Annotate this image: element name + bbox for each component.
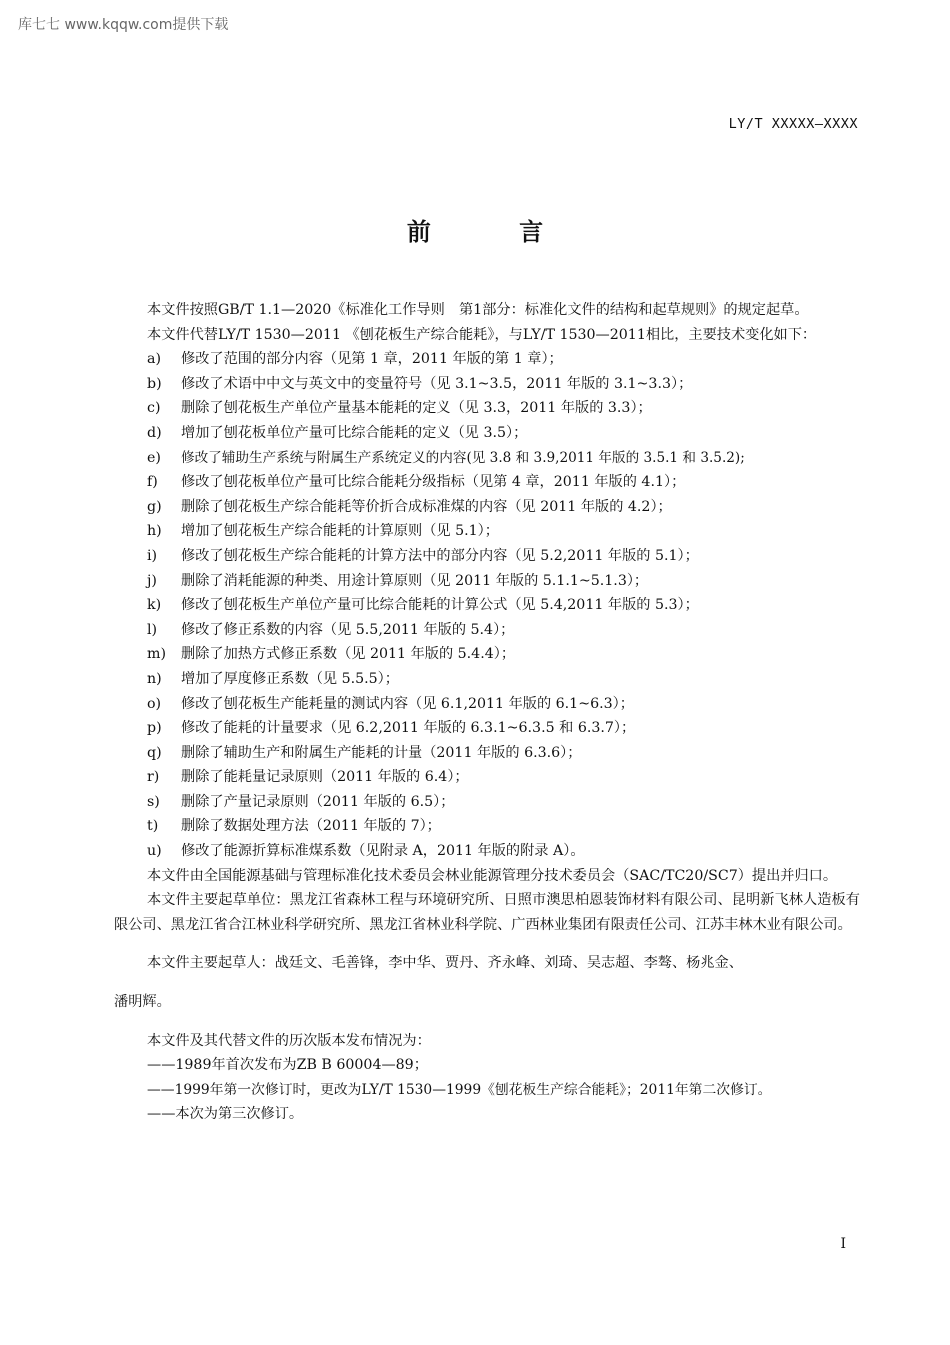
history-item: ——1989年首次发布为ZB B 60004—89；	[147, 1057, 428, 1074]
list-item	[114, 421, 860, 446]
list-marker: f)	[147, 474, 158, 491]
changes-list	[114, 347, 860, 863]
list-item	[114, 618, 860, 643]
paragraph-replacement: 本文件代替LY/T 1530—2011 《刨花板生产综合能耗》，与LY/T 1530—2011相比，主要技术变化如下：	[147, 326, 817, 343]
list-text: 删除了消耗能源的种类、用途计算原则（见 2011 年版的 5.1.1~5.1.3）；	[181, 572, 649, 589]
paragraph-responsible-committee: 本文件由全国能源基础与管理标准化技术委员会林业能源管理分技术委员会（SAC/TC20/SC7）提出并归口。	[147, 867, 838, 884]
list-marker: r)	[147, 769, 160, 786]
list-marker: k)	[147, 597, 162, 614]
list-item	[114, 765, 860, 790]
list-item	[114, 446, 860, 471]
list-text: 修改了刨花板生产能耗量的测试内容（见 6.1,2011 年版的 6.1~6.3）；	[181, 695, 634, 712]
list-marker: j)	[147, 572, 157, 589]
list-text: 修改了修正系数的内容（见 5.5,2011 年版的 5.4）；	[181, 621, 515, 638]
list-marker: u)	[147, 843, 162, 860]
paragraph-drafters: 本文件主要起草人：战廷文、毛善锋，李中华、贾丹、齐永峰、刘琦、吴志超、李骜、杨兆金、	[147, 955, 743, 972]
list-text: 增加了刨花板单位产量可比综合能耗的定义（见 3.5）；	[181, 424, 528, 441]
list-text: 修改了术语中中文与英文中的变量符号（见 3.1~3.5，2011 年版的 3.1~3.3）；	[181, 375, 693, 392]
list-item	[114, 519, 860, 544]
list-text: 增加了厚度修正系数（见 5.5.5）；	[181, 670, 399, 687]
list-marker: h)	[147, 523, 162, 540]
list-text: 删除了刨花板生产综合能耗等价折合成标准煤的内容（见 2011 年版的 4.2）；	[181, 498, 672, 515]
paragraph-drafters-continued: 潘明辉。	[114, 994, 171, 1011]
list-item	[114, 544, 860, 569]
list-text: 删除了产量记录原则（2011 年版的 6.5）；	[181, 793, 455, 810]
list-item	[114, 495, 860, 520]
list-marker: n)	[147, 670, 162, 687]
list-marker: d)	[147, 424, 162, 441]
list-text: 删除了加热方式修正系数（见 2011 年版的 5.4.4）；	[181, 646, 516, 663]
paragraph-drafting-basis: 本文件按照GB/T 1.1—2020《标准化工作导则 第1部分：标准化文件的结构和起草规则》的规定起草。	[147, 302, 809, 318]
paragraph-history-intro: 本文件及其代替文件的历次版本发布情况为：	[147, 1032, 431, 1049]
list-text: 修改了辅助生产系统与附属生产系统定义的内容(见 3.8 和 3.9,2011 年版的 3.5.1 和 3.5.2);	[181, 449, 745, 466]
list-item	[114, 347, 860, 372]
list-marker: g)	[147, 498, 162, 515]
page-title: 前 言	[406, 218, 584, 246]
list-item	[114, 667, 860, 692]
list-text: 增加了刨花板生产综合能耗的计算原则（见 5.1）；	[181, 523, 499, 540]
list-item	[114, 692, 860, 717]
list-item	[114, 716, 860, 741]
list-item	[114, 839, 860, 864]
list-text: 修改了能源折算标准煤系数（见附录 A，2011 年版的附录 A）。	[181, 843, 585, 860]
list-item	[114, 396, 860, 421]
list-item	[114, 741, 860, 766]
list-text: 删除了能耗量记录原则（2011 年版的 6.4）；	[181, 769, 469, 786]
list-text: 修改了刨花板生产单位产量可比综合能耗的计算公式（见 5.4,2011 年版的 5.3）；	[181, 597, 699, 614]
list-text: 修改了刨花板单位产量可比综合能耗分级指标（见第 4 章，2011 年版的 4.1）；	[181, 474, 686, 491]
list-marker: m)	[147, 646, 166, 663]
list-marker: p)	[147, 720, 162, 737]
page-number: I	[840, 1236, 846, 1252]
document-code: LY/T XXXXX—XXXX	[728, 116, 858, 132]
list-marker: t)	[147, 818, 159, 835]
list-marker: s)	[147, 793, 160, 810]
list-marker: e)	[147, 449, 161, 466]
list-item	[114, 569, 860, 594]
list-text: 修改了能耗的计量要求（见 6.2,2011 年版的 6.3.1~6.3.5 和 6.3.7）；	[181, 720, 636, 737]
list-text: 删除了数据处理方法（2011 年版的 7）；	[181, 818, 441, 835]
list-marker: i)	[147, 547, 158, 564]
list-item	[114, 372, 860, 397]
list-item	[114, 593, 860, 618]
list-marker: q)	[147, 744, 162, 761]
list-item	[114, 470, 860, 495]
list-marker: c)	[147, 400, 161, 417]
list-text: 修改了范围的部分内容（见第 1 章，2011 年版的第 1 章）；	[181, 351, 563, 368]
history-item: ——本次为第三次修订。	[147, 1106, 304, 1123]
list-marker: o)	[147, 695, 162, 712]
list-text: 修改了刨花板生产综合能耗的计算方法中的部分内容（见 5.2,2011 年版的 5.1）；	[181, 547, 699, 564]
document-body	[114, 298, 860, 1127]
list-marker: a)	[147, 351, 161, 368]
history-item: ——1999年第一次修订时，更改为LY/T 1530—1999《刨花板生产综合能耗》；2011年第二次修订。	[147, 1081, 772, 1098]
list-marker: b)	[147, 375, 162, 392]
list-text: 删除了辅助生产和附属生产能耗的计量（2011 年版的 6.3.6）；	[181, 744, 582, 761]
watermark-text: 库七七 www.kqqw.com提供下载	[18, 17, 229, 33]
paragraph-drafting-units: 本文件主要起草单位：黑龙江省森林工程与环境研究所、日照市澳思柏恩装饰材料有限公司、昆明新飞林人造板有限公司、黑龙江省合江林业科学研究所、黑龙江省林业科学院、广西林业集团有限责任公司、江苏丰林木业有限公司。	[114, 892, 860, 933]
list-marker: l)	[147, 621, 158, 638]
list-text: 删除了刨花板生产单位产量基本能耗的定义（见 3.3，2011 年版的 3.3）；	[181, 400, 652, 417]
list-item	[114, 790, 860, 815]
list-item	[114, 642, 860, 667]
list-item	[114, 814, 860, 839]
